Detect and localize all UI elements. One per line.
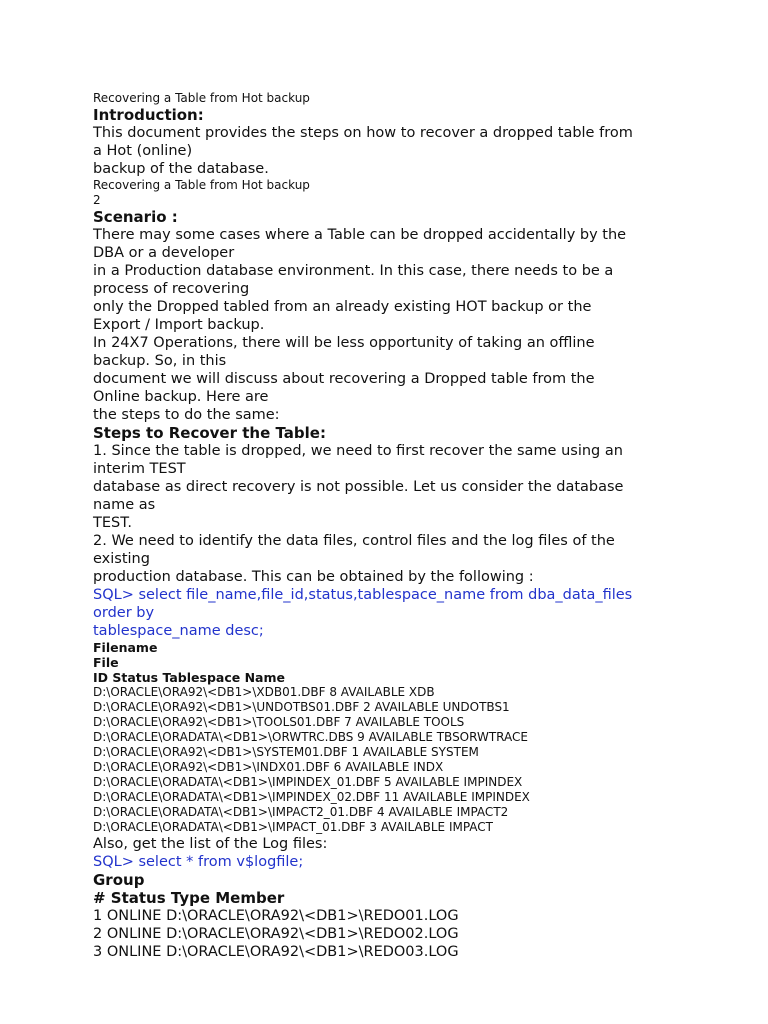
datafile-row: D:\ORACLE\ORADATA\<DB1>\IMPINDEX_02.DBF 11 AVAILABLE IMPINDEX: [93, 790, 530, 804]
steps-line: 2. We need to identify the data files, control files and the log files of the: [93, 533, 615, 549]
steps-heading: Steps to Recover the Table:: [93, 424, 326, 442]
datafile-row: D:\ORACLE\ORADATA\<DB1>\IMPACT_01.DBF 3 AVAILABLE IMPACT: [93, 820, 494, 834]
logfile-column-header: Group: [93, 871, 145, 889]
scenario-line: process of recovering: [93, 281, 250, 297]
intro-line: This document provides the steps on how to recover a dropped table from: [93, 125, 633, 141]
scenario-line: the steps to do the same:: [93, 407, 280, 423]
steps-line: database as direct recovery is not possible. Let us consider the database: [93, 479, 624, 495]
datafile-row: D:\ORACLE\ORA92\<DB1>\SYSTEM01.DBF 1 AVAILABLE SYSTEM: [93, 745, 479, 759]
introduction-heading: Introduction:: [93, 106, 204, 124]
steps-line: 1. Since the table is dropped, we need to first recover the same using an: [93, 443, 623, 459]
scenario-line: Export / Import backup.: [93, 317, 265, 333]
sql-query-line: SQL> select file_name,file_id,status,tablespace_name from dba_data_files: [93, 587, 633, 603]
datafile-row: D:\ORACLE\ORADATA\<DB1>\IMPINDEX_01.DBF 5 AVAILABLE IMPINDEX: [93, 775, 523, 789]
logfile-column-header: # Status Type Member: [93, 889, 285, 907]
logfile-row: 3 ONLINE D:\ORACLE\ORA92\<DB1>\REDO03.LOG: [93, 944, 459, 960]
datafile-row: D:\ORACLE\ORA92\<DB1>\TOOLS01.DBF 7 AVAILABLE TOOLS: [93, 715, 465, 729]
steps-line: TEST.: [93, 515, 132, 531]
steps-line: name as: [93, 497, 156, 513]
intro-line: backup of the database.: [93, 161, 269, 177]
scenario-line: In 24X7 Operations, there will be less opportunity of taking an offline: [93, 335, 595, 351]
page-number: 2: [93, 193, 101, 207]
intro-line: a Hot (online): [93, 143, 193, 159]
sql-query-line: order by: [93, 605, 155, 621]
datafile-row: D:\ORACLE\ORA92\<DB1>\UNDOTBS01.DBF 2 AVAILABLE UNDOTBS1: [93, 700, 510, 714]
datafile-row: D:\ORACLE\ORADATA\<DB1>\ORWTRC.DBS 9 AVAILABLE TBSORWTRACE: [93, 730, 528, 744]
datafile-column-header: ID Status Tablespace Name: [93, 670, 285, 685]
datafile-column-header: Filename: [93, 640, 158, 655]
scenario-heading: Scenario :: [93, 208, 178, 226]
steps-line: existing: [93, 551, 150, 567]
scenario-line: document we will discuss about recovering a Dropped table from the: [93, 371, 595, 387]
scenario-line: in a Production database environment. In this case, there needs to be a: [93, 263, 614, 279]
steps-line: production database. This can be obtained by the following :: [93, 569, 534, 585]
sql-logfile-query: SQL> select * from v$logfile;: [93, 854, 304, 870]
logfile-row: 2 ONLINE D:\ORACLE\ORA92\<DB1>\REDO02.LOG: [93, 926, 459, 942]
steps-line: interim TEST: [93, 461, 186, 477]
datafile-row: D:\ORACLE\ORA92\<DB1>\XDB01.DBF 8 AVAILABLE XDB: [93, 685, 435, 699]
scenario-line: There may some cases where a Table can be dropped accidentally by the: [93, 227, 627, 243]
datafile-row: D:\ORACLE\ORADATA\<DB1>\IMPACT2_01.DBF 4 AVAILABLE IMPACT2: [93, 805, 509, 819]
document-header-title: Recovering a Table from Hot backup: [93, 91, 310, 105]
datafile-column-header: File: [93, 655, 119, 670]
sql-query-line: tablespace_name desc;: [93, 623, 264, 639]
logfile-row: 1 ONLINE D:\ORACLE\ORA92\<DB1>\REDO01.LOG: [93, 908, 459, 924]
running-title: Recovering a Table from Hot backup: [93, 178, 310, 192]
log-intro-text: Also, get the list of the Log files:: [93, 836, 328, 852]
scenario-line: only the Dropped tabled from an already existing HOT backup or the: [93, 299, 592, 315]
scenario-line: DBA or a developer: [93, 245, 235, 261]
scenario-line: backup. So, in this: [93, 353, 227, 369]
scenario-line: Online backup. Here are: [93, 389, 269, 405]
datafile-row: D:\ORACLE\ORA92\<DB1>\INDX01.DBF 6 AVAILABLE INDX: [93, 760, 444, 774]
